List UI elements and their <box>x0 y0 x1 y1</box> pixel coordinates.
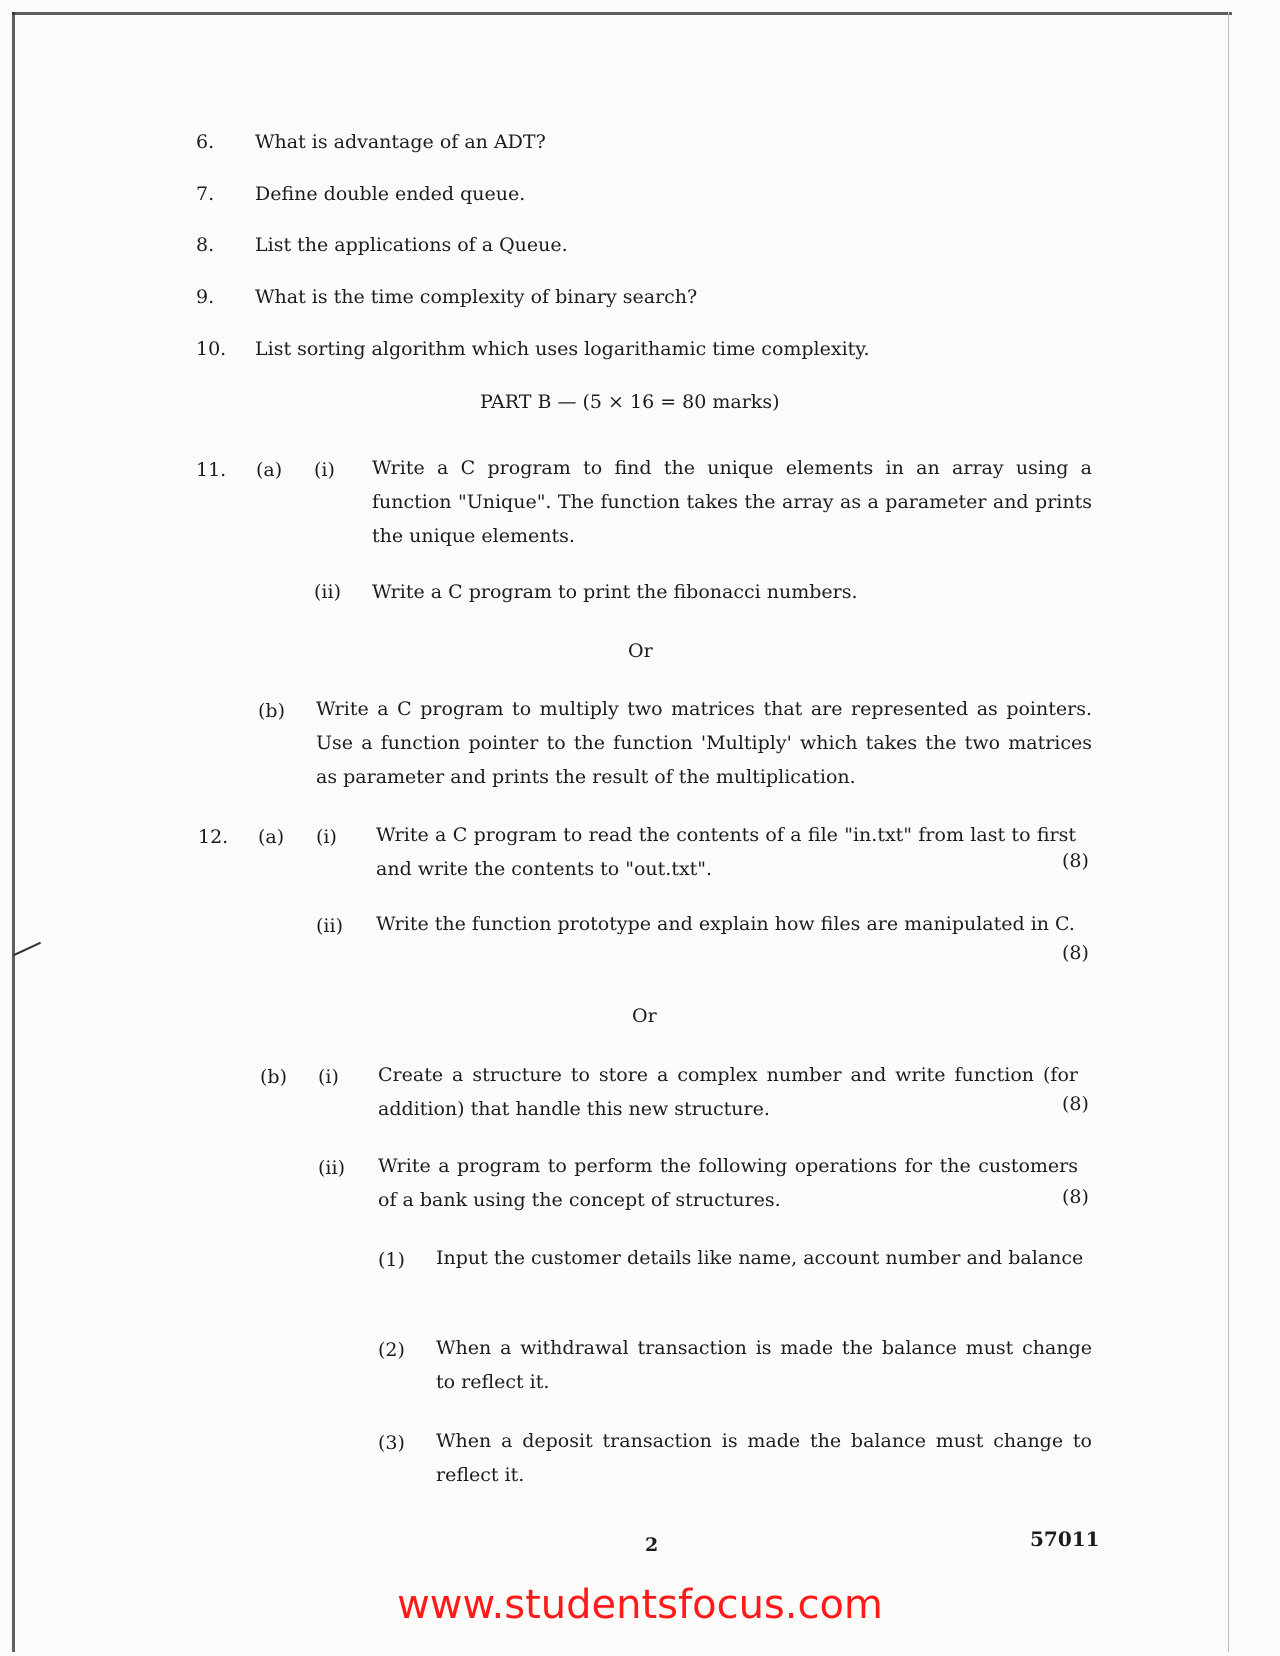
q12-b-ii-label: (ii) <box>318 1157 345 1179</box>
q12-or: Or <box>632 1005 657 1027</box>
question-10-text: List sorting algorithm which uses logarithamic time complexity. <box>255 338 870 360</box>
q12-a-ii-marks: (8) <box>1062 942 1089 964</box>
pen-mark <box>13 942 41 956</box>
q11-a-label: (a) <box>256 459 283 481</box>
q12-b-label: (b) <box>260 1066 287 1088</box>
q11-a-ii-text: Write a C program to print the fibonacci numbers. <box>372 581 858 603</box>
q11-a-i-label: (i) <box>314 459 335 481</box>
q11-or: Or <box>628 640 653 662</box>
q12-b-i-marks: (8) <box>1062 1093 1089 1115</box>
q12-b-i-text: Create a structure to store a complex number and write function (for addition) that handle this new structure. <box>378 1064 1078 1120</box>
question-8-text: List the applications of a Queue. <box>255 234 568 256</box>
paper-code: 57011 <box>1030 1527 1100 1551</box>
q12-a-label: (a) <box>258 826 285 848</box>
website-link[interactable]: www.studentsfocus.com <box>397 1582 883 1628</box>
question-12-number: 12. <box>198 826 229 848</box>
subitem-2-label: (2) <box>378 1339 405 1361</box>
q12-a-i-text: Write a C program to read the contents of a file "in.txt" from last to first and write the contents to "out.txt". <box>376 824 1076 880</box>
question-6-text: What is advantage of an ADT? <box>255 131 546 153</box>
question-7-number: 7. <box>196 183 215 205</box>
subitem-3-label: (3) <box>378 1432 405 1454</box>
q11-b-label: (b) <box>258 700 285 722</box>
q12-a-i-marks: (8) <box>1062 850 1089 872</box>
scan-edge-right <box>1228 12 1229 1652</box>
scan-edge-left <box>12 12 15 1652</box>
question-9-number: 9. <box>196 286 215 308</box>
question-9-text: What is the time complexity of binary search? <box>255 286 698 308</box>
scan-edge-top <box>12 12 1232 15</box>
subitem-3-text: When a deposit transaction is made the balance must change to reflect it. <box>436 1430 1092 1486</box>
page-number: 2 <box>645 1534 659 1556</box>
question-7-text: Define double ended queue. <box>255 183 526 205</box>
subitem-1-label: (1) <box>378 1249 405 1271</box>
q12-a-ii-label: (ii) <box>316 915 343 937</box>
question-6-number: 6. <box>196 131 215 153</box>
q11-a-ii-label: (ii) <box>314 581 341 603</box>
q12-b-ii-marks: (8) <box>1062 1186 1089 1208</box>
q12-a-ii-text: Write the function prototype and explain how files are manipulated in C. <box>376 913 1075 935</box>
question-8-number: 8. <box>196 234 215 256</box>
question-11-number: 11. <box>196 459 227 481</box>
q12-b-ii-text: Write a program to perform the following operations for the customers of a bank using the concept of structures. <box>378 1155 1078 1211</box>
q12-b-i-label: (i) <box>318 1066 339 1088</box>
question-10-number: 10. <box>196 338 227 360</box>
q11-a-i-text: Write a C program to find the unique elements in an array using a function "Unique". The function takes the array as a parameter and prints the unique elements. <box>372 457 1092 547</box>
q12-a-i-label: (i) <box>316 826 337 848</box>
q11-b-text: Write a C program to multiply two matrices that are represented as pointers. Use a function pointer to the function 'Multiply' which takes the two matrices as parameter and prints the result of the multiplication. <box>316 698 1092 788</box>
subitem-2-text: When a withdrawal transaction is made the balance must change to reflect it. <box>436 1337 1092 1393</box>
part-b-heading: PART B — (5 × 16 = 80 marks) <box>480 391 780 413</box>
subitem-1-text: Input the customer details like name, account number and balance <box>436 1247 1084 1269</box>
